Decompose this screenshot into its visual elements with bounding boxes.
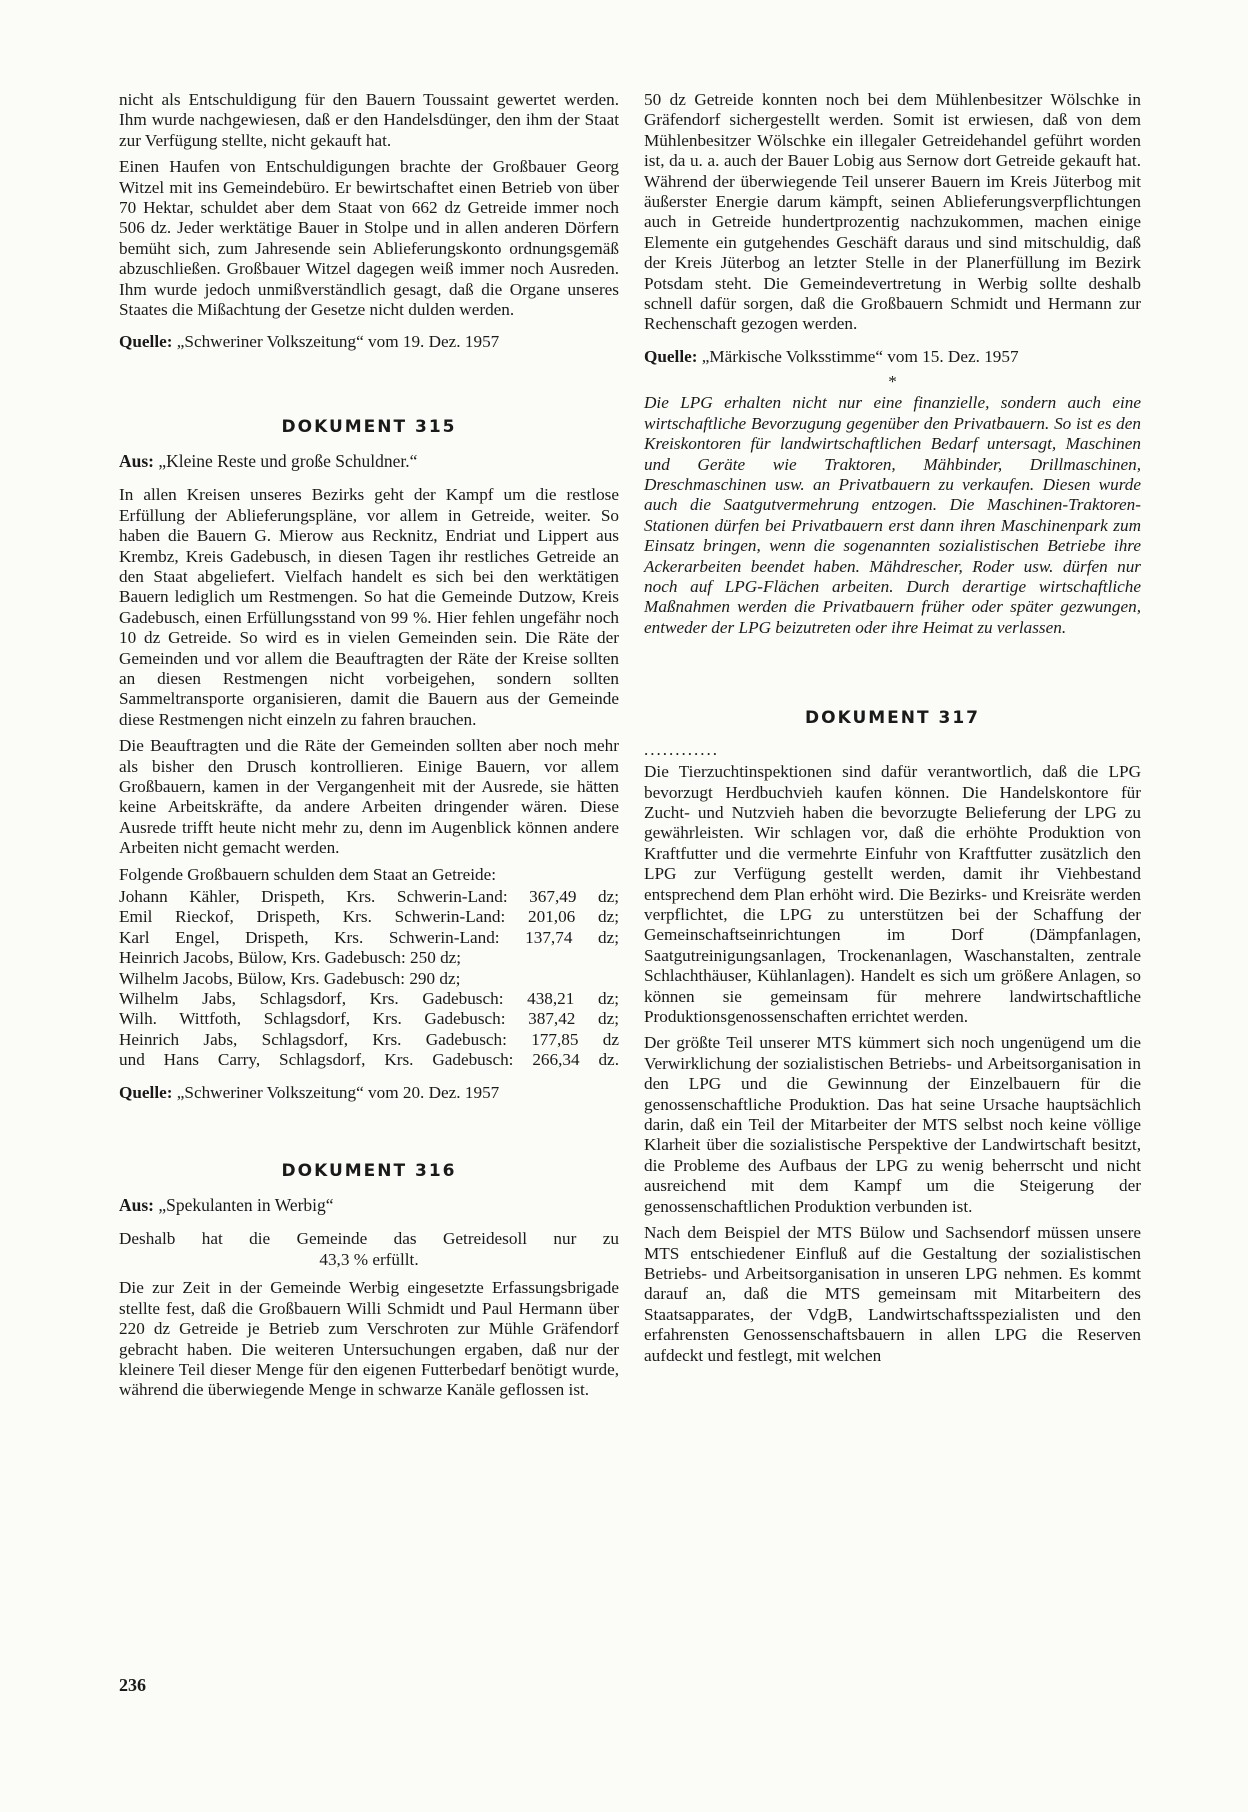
list-item: Wilh. Wittfoth, Schlagsdorf, Krs. Gadebusch: 387,42 dz; bbox=[119, 1009, 619, 1029]
body-paragraph: Einen Haufen von Entschuldigungen brachte der Großbauer Georg Witzel mit ins Gemeindebüro. Er bewirtschaftet einen Betrieb von über 70 Hektar, schuldet aber dem Staat von 662 dz Getreide immer noch 506 dz. Jeder werktätige Bauer in Stolpe und in allen anderen Dörfern bemüht sich, zum Jahresende sein Ablieferungskonto ordnungsgemäß abzuschließen. Großbauer Witzel dagegen weiß immer noch Ausreden. Ihm wurde jedoch unmißverständlich gesagt, daß die Organe unseres Staates die Mißachtung der Gesetze nicht dulden werden. bbox=[119, 157, 619, 320]
source-citation bbox=[119, 1083, 619, 1103]
subtitle-line: 43,3 % erfüllt. bbox=[319, 1249, 419, 1269]
body-paragraph: Die zur Zeit in der Gemeinde Werbig eingesetzte Erfassungsbrigade stellte fest, daß die Großbauern Willi Schmidt und Paul Hermann über 220 dz Getreide je Betrieb zum Verschroten zur Mühle Gräfendorf gebracht haben. Die weiteren Untersuchungen ergaben, daß nur der kleinere Teil dieser Menge für den eigenen Futterbedarf benötigt wurde, während die überwiegende Menge in schwarze Kanäle geflossen ist. bbox=[119, 1278, 619, 1400]
body-paragraph: 50 dz Getreide konnten noch bei dem Mühlenbesitzer Wölschke in Gräfendorf sichergestellt werden. Somit ist erwiesen, daß von dem Mühlenbesitzer Wölschke ein illegaler Getreidehandel geführt worden ist, da u. a. auch der Bauer Lobig aus Sernow dort Getreide gekauft hat. Während der überwiegende Teil unserer Bauern im Kreis Jüterbog mit äußerster Energie darum kämpft, seinen Ablieferungsverpflichtungen auch in Getreide hundertprozentig nachzukommen, machen einige Elemente ein gutgehendes Geschäft daraus und sind mitschuldig, daß der Kreis Jüterbog an letzter Stelle in der Planerfüllung im Bezirk Potsdam steht. Die Gemeindevertretung in Werbig sollte deshalb schnell dafür sorgen, daß die Großbauern Schmidt und Hermann zur Rechenschaft gezogen werden. bbox=[644, 90, 1141, 334]
list-item: Karl Engel, Drispeth, Krs. Schwerin-Land: 137,74 dz; bbox=[119, 927, 619, 947]
document-heading-316: DOKUMENT 316 bbox=[281, 1161, 457, 1182]
aus-text: „Spekulanten in Werbig“ bbox=[158, 1195, 334, 1216]
aus-label: Aus: bbox=[119, 1195, 155, 1216]
list-item: Heinrich Jacobs, Bülow, Krs. Gadebusch: 250 dz; bbox=[119, 948, 462, 968]
document-heading-317: DOKUMENT 317 bbox=[805, 708, 980, 729]
section-separator: * bbox=[888, 372, 897, 392]
source-label: Quelle: bbox=[644, 346, 698, 366]
debtor-list bbox=[119, 887, 619, 1071]
list-item: und Hans Carry, Schlagsdorf, Krs. Gadebusch: 266,34 dz. bbox=[119, 1050, 619, 1070]
body-paragraph: Der größte Teil unserer MTS kümmert sich noch ungenügend um die Verwirklichung der sozialistischen Betriebs- und Arbeitsorganisation in den LPG und die Gewinnung der Einzelbauern für die genossenschaftliche Produktion. Das hat seine Ursache hauptsächlich darin, daß ein Teil der Mitarbeiter der MTS selbst noch keine völlige Klarheit über die sozialistische Perspektive der Landwirtschaft besitzt, die Probleme des Aufbaus der LPG zu wenig beherrscht und nicht ausreichend mit dem Kampf um die Steigerung der genossenschaftlichen Produktion verbunden ist. bbox=[644, 1033, 1141, 1216]
source-citation bbox=[119, 332, 619, 352]
excerpt-title bbox=[119, 451, 619, 471]
aus-label: Aus: bbox=[119, 450, 155, 471]
source-citation bbox=[644, 347, 1141, 367]
italic-commentary bbox=[644, 393, 1141, 638]
document-heading-315: DOKUMENT 315 bbox=[281, 416, 457, 437]
source-text: „Schweriner Volkszeitung“ vom 20. Dez. 1957 bbox=[176, 1082, 500, 1102]
right-column bbox=[644, 90, 1141, 1372]
list-item: Heinrich Jabs, Schlagsdorf, Krs. Gadebusch: 177,85 dz bbox=[119, 1029, 619, 1049]
body-paragraph: In allen Kreisen unseres Bezirks geht der Kampf um die restlose Erfüllung der Ablieferungspläne, vor allem in Getreide, weiter. So haben die Bauern G. Mierow aus Recknitz, Endriat und Lippert aus Krembz, Kreis Gadebusch, in diesen Tagen ihr restliches Getreide an den Staat abgeliefert. Vielfach handelt es sich bei den werktätigen Bauern lediglich um Restmengen. So hat die Gemeinde Dutzow, Kreis Gadebusch, einen Erfüllungsstand von 99 %. Hier fehlen ungefähr noch 10 dz Getreide. So wird es in vielen Gemeinden sein. Die Räte der Gemeinden und vor allem die Beauftragten der Räte der Kreise sollten an diesen Restmengen nicht vorbeigehen, sondern sollten Sammeltransporte organisieren, damit die Bauern aus der Gemeinde diese Restmengen nicht einzeln zu fahren brauchen. bbox=[119, 485, 619, 729]
source-label: Quelle: bbox=[119, 1082, 173, 1102]
italic-paragraph: Die LPG erhalten nicht nur eine finanzielle, sondern auch eine wirtschaftliche Bevorzugung gegenüber den Privatbauern. So ist es den Kreiskontoren für landwirtschaftlichen Bedarf untersagt, Maschinen und Geräte wie Traktoren, Mähbinder, Drillmaschinen, Dreschmaschinen usw. an Privatbauern zu verkaufen. Diesen wurde auch die Saatgutvermehrung entzogen. Die Maschinen-Traktoren-Stationen dürfen bei Privatbauern erst dann ihren Maschinenpark zum Einsatz bringen, wenn die sogenannten sozialistischen Betriebe ihre Ackerarbeiten beendet haben. Mähdrescher, Roder usw. dürfen nur noch auf LPG-Flächen arbeiten. Durch derartige wirtschaftliche Maßnahmen werden die Privatbauern früher oder später gezwungen, entweder der LPG beizutreten oder ihre Heimat zu verlassen. bbox=[644, 393, 1141, 637]
ellipsis-dots: ............ bbox=[644, 740, 719, 760]
source-label: Quelle: bbox=[119, 332, 173, 352]
excerpt-title bbox=[119, 1195, 619, 1215]
body-paragraph: Folgende Großbauern schulden dem Staat an Getreide: bbox=[119, 864, 497, 884]
body-paragraph: Die Tierzuchtinspektionen sind dafür verantwortlich, daß die LPG bevorzugt Herdbuchvieh kaufen können. Die Handelskontore für Zucht- und Nutzvieh haben die bevorzugte Belieferung der LPG zu gewährleisten. Wir schlagen vor, daß die erhöhte Produktion von Kraftfutter und die vermehrte Einfuhr von Kraftfutter zusätzlich den LPG zur Verfügung gestellt werden, damit ihr Viehbestand entsprechend dem Plan erhöht wird. Die Bezirks- und Kreisräte werden verpflichtet, die LPG zu unterstützen bei der Schaffung der Gemeinschaftseinrichtungen im Dorf (Dämpfanlagen, Saatgutreinigungsanlagen, Trockenanlagen, Waschanstalten, zentrale Schlachthäuser, Kühlanlagen). Handelt es sich um größere Anlagen, so können sie gemeinsam für mehrere landwirtschaftliche Produktionsgenossenschaften errichtet werden. bbox=[644, 762, 1141, 1027]
source-text: „Märkische Volksstimme“ vom 15. Dez. 1957 bbox=[701, 346, 1019, 366]
list-item: Johann Kähler, Drispeth, Krs. Schwerin-Land: 367,49 dz; bbox=[119, 887, 619, 906]
subtitle-line: Deshalb hat die Gemeinde das Getreidesoll nur zu bbox=[119, 1229, 619, 1249]
list-item: Emil Rieckof, Drispeth, Krs. Schwerin-Land: 201,06 dz; bbox=[119, 907, 619, 927]
page-number: 236 bbox=[119, 1675, 146, 1695]
body-paragraph: nicht als Entschuldigung für den Bauern Toussaint gewertet werden. Ihm wurde nachgewiesen, daß er den Handelsdünger, den ihm der Staat zur Verfügung stellte, nicht gekauft hat. bbox=[119, 90, 619, 150]
aus-text: „Kleine Reste und große Schuldner.“ bbox=[158, 450, 418, 471]
list-item: Wilhelm Jabs, Schlagsdorf, Krs. Gadebusch: 438,21 dz; bbox=[119, 989, 619, 1009]
source-text: „Schweriner Volkszeitung“ vom 19. Dez. 1957 bbox=[176, 332, 500, 352]
left-column bbox=[119, 90, 619, 1407]
list-item: Wilhelm Jacobs, Bülow, Krs. Gadebusch: 290 dz; bbox=[119, 968, 461, 988]
body-paragraph: Nach dem Beispiel der MTS Bülow und Sachsendorf müssen unsere MTS entschiedener Einfluß auf die Gestaltung der sozialistischen Betriebs- und Arbeitsorganisation in unseren LPG nehmen. Es kommt darauf an, daß die MTS gemeinsam mit Mitarbeitern des Staatsapparates, der VdgB, Landwirtschaftsspezialisten und den erfahrensten Genossenschaftsbauern in allen LPG die Reserven aufdeckt und festlegt, mit welchen bbox=[644, 1223, 1141, 1365]
body-paragraph: Die Beauftragten und die Räte der Gemeinden sollten aber noch mehr als bisher den Drusch kontrollieren. Einige Bauern, vor allem Großbauern, kamen in der Vergangenheit mit der Ausrede, sie hätten keine Arbeitskräfte, da andere Arbeiten dringender wären. Diese Ausrede trifft heute nicht mehr zu, denn im Augenblick können andere Arbeiten nicht gemacht werden. bbox=[119, 736, 619, 858]
